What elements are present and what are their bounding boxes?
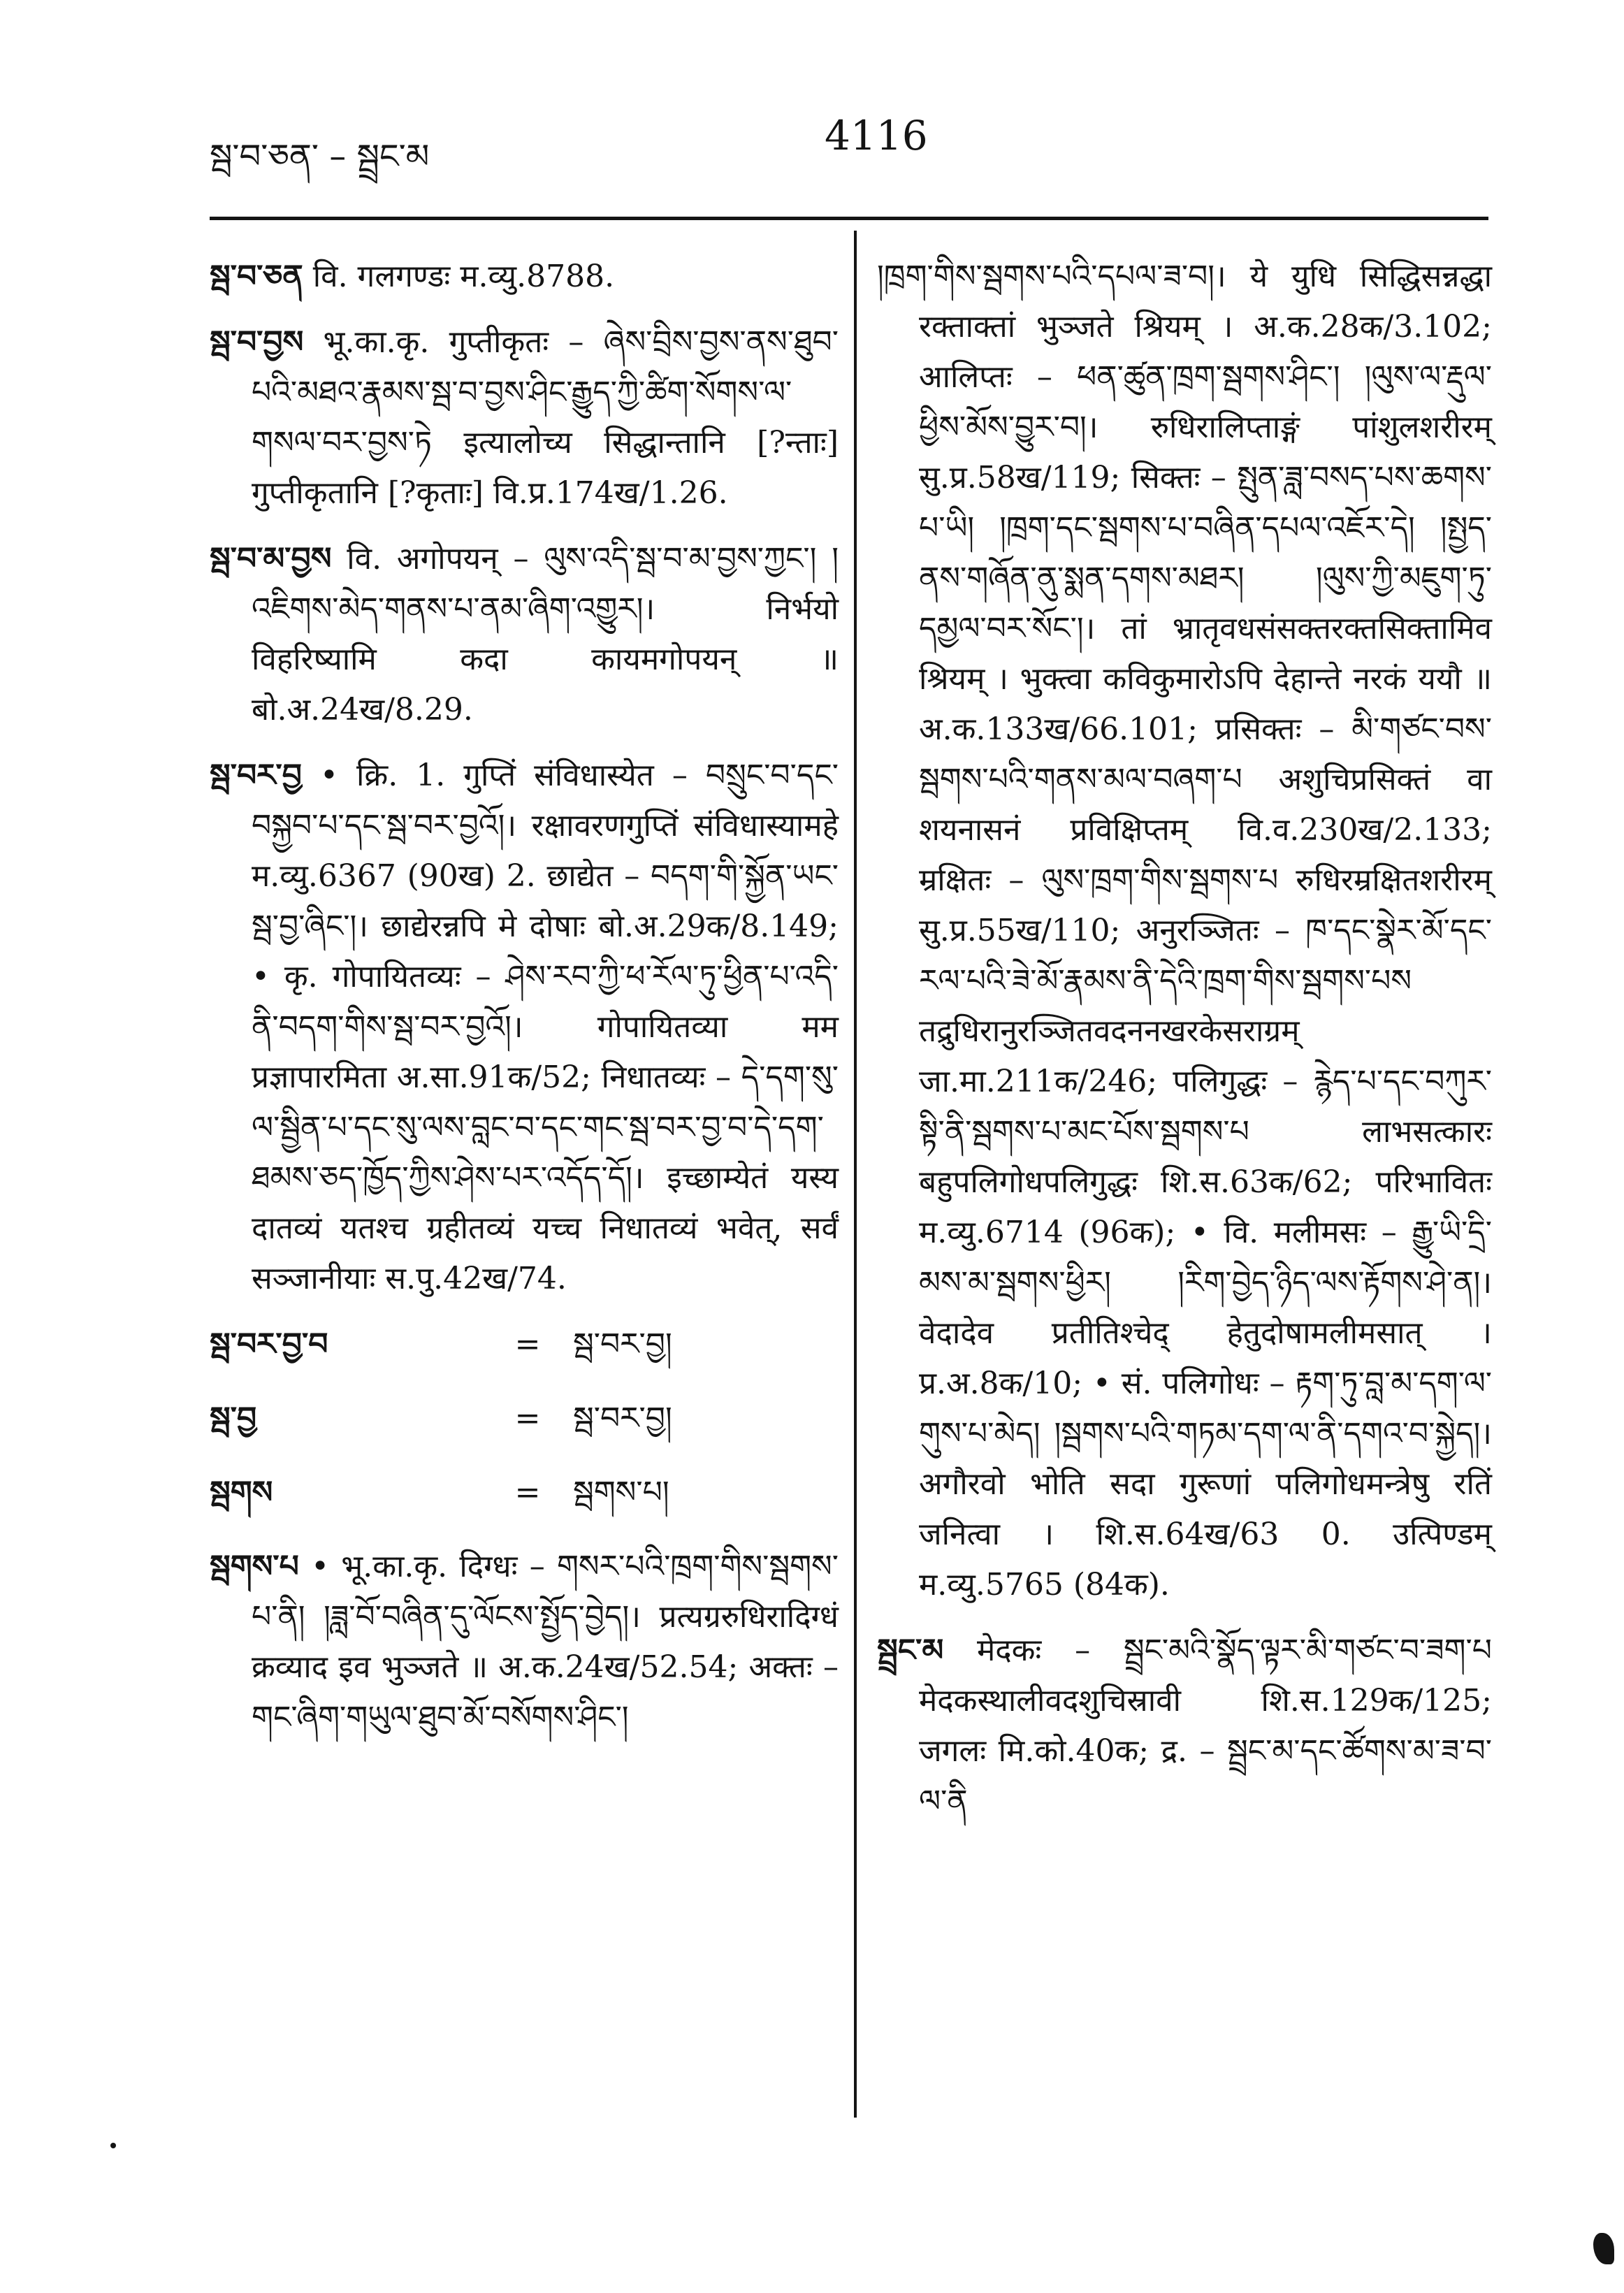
xref-equals: = [514,1475,541,1510]
xref-headword: སྦགས [210,1475,273,1510]
dictionary-entry [210,534,839,735]
entry-headword: སྦགས་པ [210,1549,299,1584]
page-header [210,112,1488,189]
header-rule [210,217,1488,220]
entry-text: • क्रि. 1. गुप्तिं संविधास्येत – བསྲུང་བ་དང་བསྐྱབ་པ་དང་སྦ་བར་བྱའོ།। रक्षावरणगुप्तिं संविधास्यामहे म.व्यु.6367 (90ख) 2. छाद्येत – བདག་གི་སྐྱོན་ཡང་སྦ་བྱ་ཞིང་།। छाद्येरन्नपि मे दोषाः बो.अ.29क/8.149; • कृ. गोपायितव्यः – ཤེས་རབ་ཀྱི་ཕ་རོལ་ཏུ་ཕྱིན་པ་འདི་ནི་བདག་གིས་སྦ་བར་བྱའོ།। गोपायितव्या मम प्रज्ञापारमिता अ.सा.91क/52; निधातव्यः – དེ་དག་སུ་ལ་སྦྱིན་པ་དང་སུ་ལས་བླང་བ་དང་གང་སྦ་བར་བྱ་བ་དེ་དག་ཐམས་ཅད་ཁྱོད་ཀྱིས་ཤེས་པར་འདོད་དོ།। इच्छाम्येतं यस्य दातव्यं यतश्च ग्रहीतव्यं यच्च निधातव्यं भवेत्, सर्वं सञ्जानीयाः स.पु.42ख/74. [252,758,839,1296]
entry-headword: སྦ་བ་ཅན [210,259,303,294]
xref-headword: སྦ་བྱ [210,1401,257,1436]
entry-text: • भू.का.कृ. दिग्धः – གསར་པའི་ཁྲག་གིས་སྦགས་པ་ནི། །ཟླ་བོ་བཞིན་དུ་ལོངས་སྤྱོད་བྱེད།। प्रत्यग्ररुधिरादिग्धं क्रव्याद इव भुञ्जते ॥ अ.क.24ख/52.54; अक्तः – གང་ཞིག་གཡུལ་ཐུབ་མོ་བསོགས་ཤིང་། [252,1549,839,1735]
cross-reference [210,1319,839,1370]
entry-text: मेदकः – སྦྲང་མའི་སྣོད་ལྟར་མི་གཙང་བ་ཟག་པ मेदकस्थालीवदशुचिस्रावी शि.स.129क/125; जगलः मि.को.40क; द्र. – སྦྲང་མ་དང་ཚོགས་མ་ཟ་བ་ལ་ནི [919,1633,1492,1819]
scan-blot [1593,2233,1614,2264]
dictionary-entry [210,317,839,519]
dictionary-entry [210,751,839,1304]
entry-headword: སྦ་བ་མ་བྱས [210,541,332,577]
running-head: སྦ་བ་ཅན་ – སྦྲང་མ [210,137,430,176]
cross-reference [210,1468,839,1518]
right-column [877,252,1492,1842]
entry-headword: སྦ་བ་བྱས [210,324,304,360]
entry-text: वि. अगोपयन् – ལུས་འདི་སྦ་བ་མ་བྱས་ཀྱང་། །འཇིགས་མེད་གནས་པ་ནམ་ཞིག་འགྱུར།। निर्भयो विहरिष्यामि कदा कायमगोपयन् ॥ बो.अ.24ख/8.29. [252,541,839,728]
dictionary-entry [210,252,839,302]
entry-headword: སྦྲང་མ [877,1633,944,1668]
xref-equals: = [514,1401,541,1436]
entry-headword: སྦ་བར་བྱ [210,758,302,793]
xref-target: སྦགས་པ། [573,1475,669,1510]
cross-reference [210,1394,839,1444]
xref-equals: = [514,1326,541,1362]
entry-text: །ཁྲག་གིས་སྦགས་པའི་དཔལ་ཟ་བ།। ये युधि सिद्धिसन्नद्धा रक्ताक्तां भुञ्जते श्रियम् । अ.क.28क/3.102; आलिप्तः – ཕན་ཚུན་ཁྲག་སྦགས་ཤིང་། །ལུས་ལ་རྡུལ་ཕྱིས་མོས་བྱུར་བ།। रुधिरालिप्ताङ्गं पांशुलशरीरम् सु.प्र.58ख/119; सिक्तः – སྤུན་ཟླ་བསད་པས་ཆགས་པ་ཡི། །ཁྲག་དང་སྦགས་པ་བཞིན་དཔལ་འཇོར་དེ། །སྤྱད་ནས་གཞོན་ནུ་སྨན་དགས་མཐར། །ལུས་ཀྱི་མཇུག་ཏུ་དམྱལ་བར་སོང་།। तां भ्रातृवधसंसक्तरक्तसिक्तामिव श्रियम् । भुक्त्वा कविकुमारोऽपि देहान्ते नरकं ययौ ॥ अ.क.133ख/66.101; प्रसिक्तः – མི་གཙང་བས་སྦགས་པའི་གནས་མལ་བཞག་པ अशुचिप्रसिक्तं वा शयनासनं प्रविक्षिप्तम् वि.व.230ख/2.133; म्रक्षितः – ལུས་ཁྲག་གིས་སྦགས་པ रुधिरम्रक्षितशरीरम् सु.प्र.55ख/110; अनुरञ्जितः – ཁ་དང་སྣེར་མོ་དང་རལ་པའི་ཟེ་མོ་རྣམས་ནི་དེའི་ཁྲག་གིས་སྦགས་པས तद्रुधिरानुरञ्जितवदननखरकेसराग्रम् जा.मा.211क/246; पलिगुद्धः – རྙེད་པ་དང་བཀུར་སྟི་ནི་སྦགས་པ་མང་པོས་སྦགས་པ लाभसत्कारः बहुपलिगोधपलिगुद्धः शि.स.63क/62; परिभावितः म.व्यु.6714 (96क); • वि. मलीमसः – རྒྱུ་ཡི་དྲི་མས་མ་སྦགས་ཕྱིར། །རིག་བྱེད་ཉིད་ལས་རྟོགས་ཤེ་ན།। वेदादेव प्रतीतिश्चेद् हेतुदोषामलीमसात् । प्र.अ.8क/10; • सं. पलिगोधः – རྟག་ཏུ་བླ་མ་དག་ལ་གུས་པ་མེད། །སྦགས་པའི་གཏམ་དག་ལ་ནི་དགའ་བ་སྐྱེད།। अगौरवो भोति सदा गुरूणां पलिगोधमन्त्रेषु रतिं जनित्वा । शि.स.64ख/63 0. उत्पिण्डम् म.व्यु.5765 (84क). [877,259,1492,1603]
dictionary-entry [877,1626,1492,1827]
dictionary-entry [210,1542,839,1743]
column-rule [854,231,857,2118]
xref-target: སྦ་བར་བྱ། [573,1326,672,1362]
entry-text: वि. गलगण्डः म.व्यु.8788. [312,259,615,294]
scan-speck [110,2143,116,2148]
xref-target: སྦ་བར་བྱ། [573,1401,672,1436]
page-number: 4116 [825,112,928,159]
left-column [210,252,839,1758]
entry-text: भू.का.कृ. गुप्तीकृतः – ཞེས་བྲིས་བྱས་ནས་ཐུབ་པའི་མཐའ་རྣམས་སྦ་བ་བྱས་ཤིང་རྒྱུད་ཀྱི་ཚིག་སོགས་ལ་གསལ་བར་བྱས་ཏེ इत्यालोच्य सिद्धान्तानि [?न्ताः] गुप्तीकृतानि [?कृताः] वि.प्र.174ख/1.26. [252,324,839,511]
dictionary-entry-continued [877,252,1492,1610]
xref-headword: སྦ་བར་བྱ་བ [210,1326,328,1362]
